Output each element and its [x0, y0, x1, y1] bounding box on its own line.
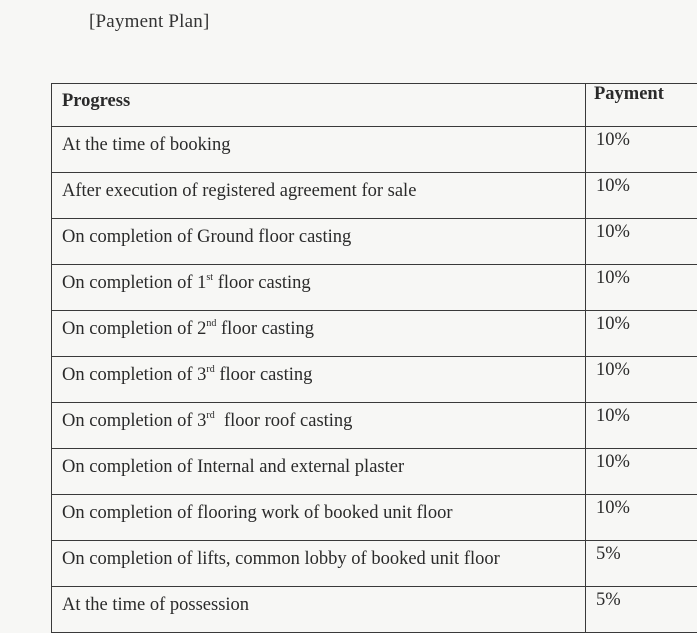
table-row — [52, 449, 697, 495]
progress-text: After execution of registered agreement for sale — [62, 181, 416, 201]
payment-plan-table — [51, 83, 697, 633]
progress-cell — [52, 449, 586, 495]
progress-text: At the time of possession — [62, 595, 249, 615]
progress-text: On completion of Ground floor casting — [62, 227, 351, 247]
progress-text: At the time of booking — [62, 135, 231, 155]
payment-cell: 10% — [586, 311, 697, 357]
payment-cell: 10% — [586, 265, 697, 311]
progress-cell — [52, 219, 586, 265]
progress-text: On completion of 2 — [62, 319, 206, 339]
ordinal-suffix: nd — [206, 318, 216, 329]
progress-text-suffix: floor casting — [215, 365, 313, 385]
table-header-row — [52, 84, 697, 127]
progress-cell — [52, 403, 586, 449]
progress-text: On completion of 1 — [62, 273, 206, 293]
table-body — [52, 127, 697, 633]
table-row — [52, 311, 697, 357]
progress-cell — [52, 173, 586, 219]
payment-column-header: Payment — [586, 84, 697, 127]
progress-text: On completion of lifts, common lobby of booked unit floor — [62, 549, 500, 569]
payment-cell: 10% — [586, 495, 697, 541]
ordinal-suffix: st — [206, 272, 213, 283]
payment-cell: 10% — [586, 403, 697, 449]
ordinal-suffix: rd — [206, 410, 214, 421]
progress-text: On completion of Internal and external plaster — [62, 457, 404, 477]
document-title: [Payment Plan] — [89, 11, 209, 33]
progress-cell — [52, 495, 586, 541]
progress-cell — [52, 311, 586, 357]
progress-cell — [52, 357, 586, 403]
table-row — [52, 219, 697, 265]
progress-cell — [52, 265, 586, 311]
payment-cell: 10% — [586, 173, 697, 219]
ordinal-suffix: rd — [206, 364, 214, 375]
payment-cell: 10% — [586, 219, 697, 265]
table-row — [52, 587, 697, 633]
progress-text-suffix: floor casting — [216, 319, 314, 339]
table-row — [52, 127, 697, 173]
table-row — [52, 173, 697, 219]
progress-text: On completion of 3 — [62, 411, 206, 431]
progress-cell — [52, 541, 586, 587]
payment-cell: 10% — [586, 449, 697, 495]
progress-text: On completion of 3 — [62, 365, 206, 385]
table-row — [52, 495, 697, 541]
progress-text-suffix: floor roof casting — [215, 411, 353, 431]
progress-text-suffix: floor casting — [213, 273, 311, 293]
payment-cell: 10% — [586, 127, 697, 173]
table-row — [52, 357, 697, 403]
table-row — [52, 403, 697, 449]
progress-column-header: Progress — [52, 84, 586, 127]
progress-cell — [52, 587, 586, 633]
progress-text: On completion of flooring work of booked unit floor — [62, 503, 453, 523]
payment-cell: 5% — [586, 587, 697, 633]
payment-cell: 5% — [586, 541, 697, 587]
table-row — [52, 541, 697, 587]
payment-cell: 10% — [586, 357, 697, 403]
progress-cell — [52, 127, 586, 173]
table-row — [52, 265, 697, 311]
